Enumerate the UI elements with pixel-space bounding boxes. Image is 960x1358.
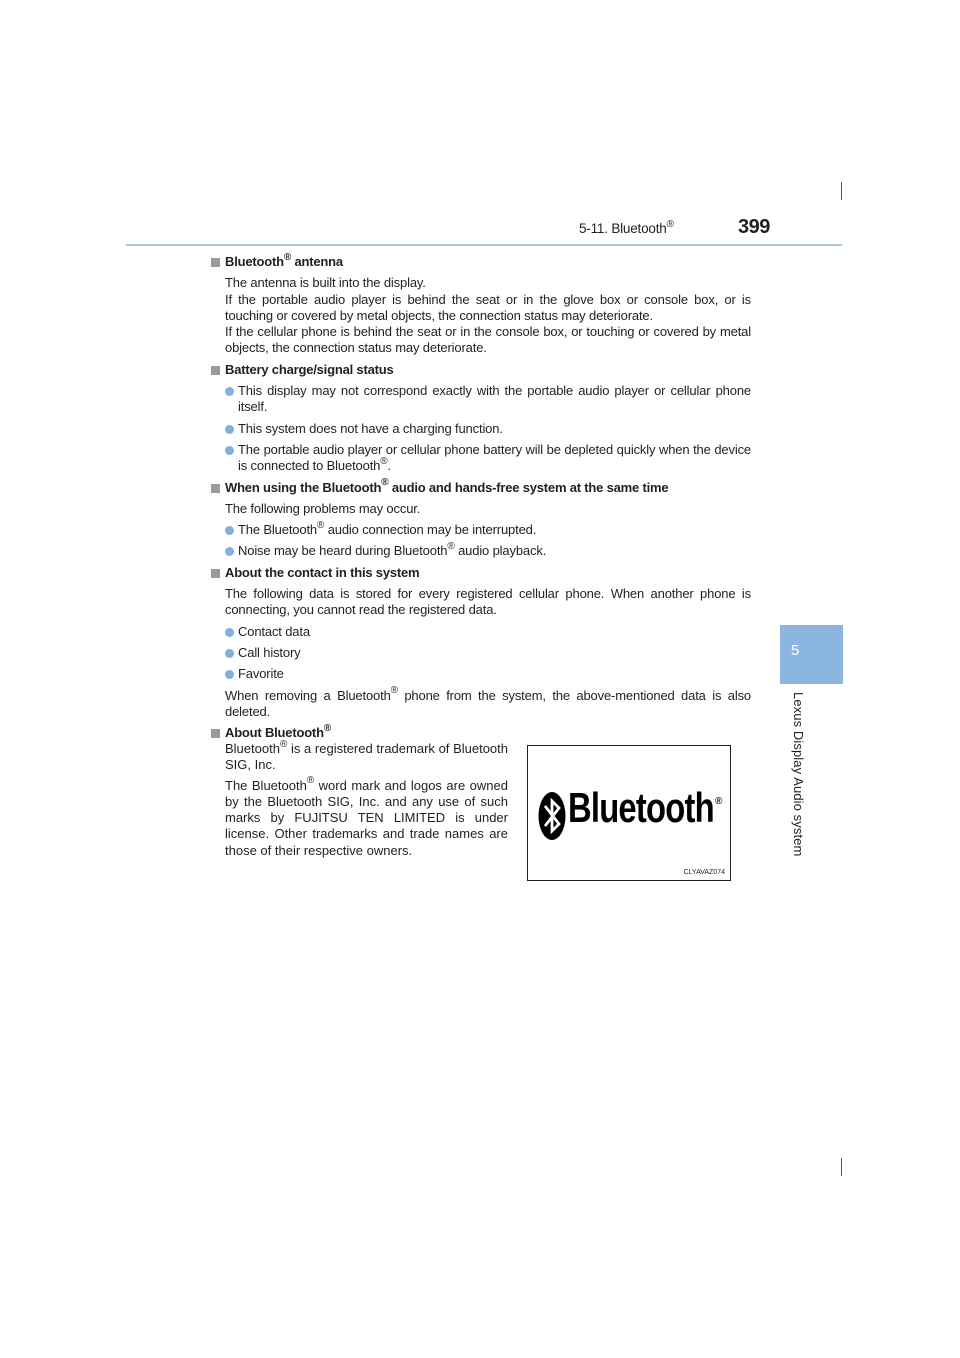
bullet-icon [225,547,234,556]
list-item: The Bluetooth® audio connection may be interrupted. [211,522,751,538]
list-item: Call history [211,645,751,661]
same-time-intro: The following problems may occur. [225,500,421,516]
about-text [225,738,508,863]
chapter-title: Lexus Display Audio system [791,692,806,857]
bluetooth-logo-figure [527,745,731,881]
registered-mark: ® [715,796,723,807]
running-header-section: 5-11. Bluetooth® [579,218,674,236]
chapter-number: 5 [790,642,800,659]
bluetooth-rune-icon [538,791,566,841]
crop-mark-top [841,182,842,200]
about-paragraph-1: Bluetooth® is a registered trademark of Bluetooth SIG, Inc. [225,738,508,773]
list-item: Contact data [211,624,751,640]
heading-battery: Battery charge/signal status [211,362,751,378]
figure-code: CLYAVAZ074 [683,869,725,876]
list-item: Favorite [211,666,751,682]
bluetooth-wordmark: Bluetooth [568,784,714,831]
heading-contact: About the contact in this system [211,565,751,581]
list-item: This display may not correspond exactly with the portable audio player or cellular phone itself. [211,383,751,416]
list-item: This system does not have a charging function. [211,421,751,437]
antenna-text: The antenna is built into the display. If the portable audio player is behind the seat or in the glove box or console box, or is touching or covered by metal objects, the connection status may deteriorate. If the cellular phone is behind the seat or in the console box, or touching or covered by metal objects, the connection status may deteriorate. [225,275,751,356]
chapter-tab [780,625,843,684]
contact-intro: The following data is stored for every registered cellular phone. When another phone is connecting, you cannot read the registered data. [225,586,751,618]
bullet-icon [225,628,234,637]
heading-same-time: When using the Bluetooth® audio and hands-free system at the same time [211,480,751,496]
contact-outro: When removing a Bluetooth® phone from the system, the above-mentioned data is also deleted. [225,685,751,719]
heading-square-icon [211,729,220,738]
about-paragraph-2: The Bluetooth® word mark and logos are owned by the Bluetooth SIG, Inc. and any use of such marks by FUJITSU TEN LIMITED is under license. Other trademarks and trade names are those of their respective owners. [225,775,508,858]
heading-square-icon [211,366,220,375]
bullet-icon [225,649,234,658]
heading-about: About Bluetooth® [211,725,751,741]
list-item: Noise may be heard during Bluetooth® audio playback. [211,543,751,559]
list-item: The portable audio player or cellular phone battery will be depleted quickly when the device is connected to Bluetooth®. [211,442,751,475]
bullet-icon [225,670,234,679]
bullet-icon [225,446,234,455]
crop-mark-bottom [841,1158,842,1176]
bullet-icon [225,526,234,535]
heading-antenna: Bluetooth® antenna [211,254,751,270]
bullet-icon [225,387,234,396]
bullet-icon [225,425,234,434]
page-content [211,251,751,746]
header-rule [126,244,842,246]
heading-square-icon [211,484,220,493]
heading-square-icon [211,569,220,578]
heading-square-icon [211,258,220,267]
page-number: 399 [738,216,770,238]
